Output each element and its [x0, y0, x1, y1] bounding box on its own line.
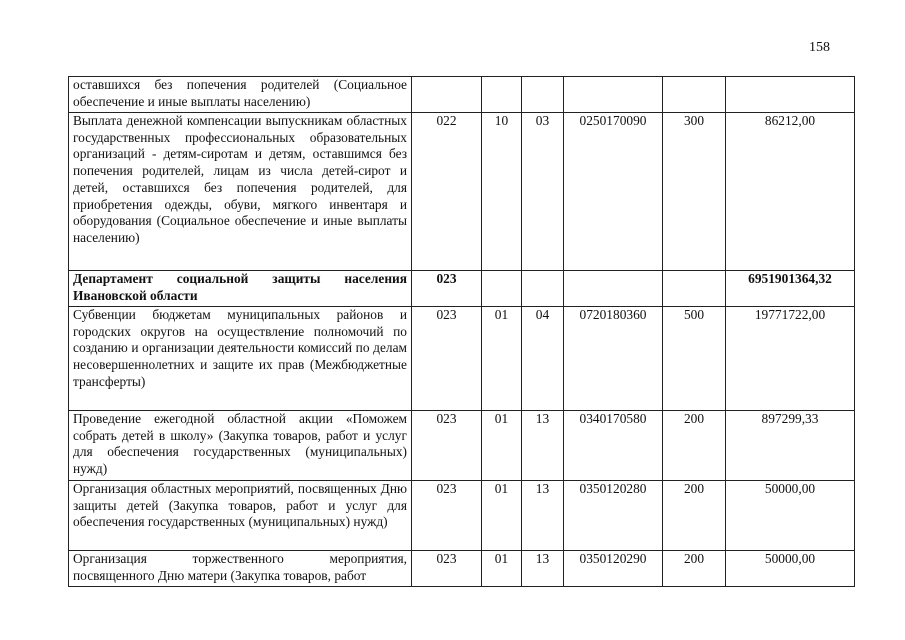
row-amount: 50000,00 [726, 551, 855, 587]
page-number: 158 [809, 40, 830, 55]
row-expense-type: 300 [663, 113, 726, 271]
row-amount: 19771722,00 [726, 307, 855, 411]
row-target-article: 0250170090 [564, 113, 663, 271]
row-section [482, 271, 522, 307]
row-section: 01 [482, 551, 522, 587]
table-row [69, 307, 855, 411]
row-section [482, 77, 522, 113]
row-amount: 86212,00 [726, 113, 855, 271]
row-section: 01 [482, 411, 522, 481]
row-section: 01 [482, 481, 522, 551]
row-ministry-code: 023 [412, 411, 482, 481]
table-row [69, 481, 855, 551]
row-amount: 6951901364,32 [726, 271, 855, 307]
row-subsection: 04 [522, 307, 564, 411]
row-target-article [564, 77, 663, 113]
row-expense-type: 200 [663, 411, 726, 481]
row-target-article [564, 271, 663, 307]
table-row [69, 551, 855, 587]
row-target-article: 0720180360 [564, 307, 663, 411]
row-description: Выплата денежной компенсации выпускникам областных государственных профессиональных образовательных организаций - детям-сиротам и детям, оставшимся без попечения родителей, лицам из числа детей-сирот и детей, оставшихся без попечения родителей, для приобретения одежды, обуви, мягкого инвентаря и оборудования (Социальное обеспечение и иные выплаты населению) [69, 113, 412, 271]
row-amount: 897299,33 [726, 411, 855, 481]
row-section: 10 [482, 113, 522, 271]
row-description: Субвенции бюджетам муниципальных районов и городских округов на осуществление полномочий по созданию и организации деятельности комиссий по делам несовершеннолетних и защите их прав (Межбюджетные трансферты) [69, 307, 412, 411]
table-row [69, 411, 855, 481]
row-expense-type: 200 [663, 481, 726, 551]
budget-table [68, 76, 855, 587]
row-expense-type: 500 [663, 307, 726, 411]
table-row [69, 113, 855, 271]
row-ministry-code: 023 [412, 481, 482, 551]
row-section: 01 [482, 307, 522, 411]
row-subsection [522, 271, 564, 307]
row-subsection: 03 [522, 113, 564, 271]
row-target-article: 0350120290 [564, 551, 663, 587]
row-ministry-code: 023 [412, 551, 482, 587]
row-ministry-code: 022 [412, 113, 482, 271]
table-row [69, 77, 855, 113]
row-subsection: 13 [522, 411, 564, 481]
table-row [69, 271, 855, 307]
row-subsection: 13 [522, 551, 564, 587]
row-amount [726, 77, 855, 113]
row-amount: 50000,00 [726, 481, 855, 551]
row-target-article: 0340170580 [564, 411, 663, 481]
row-target-article: 0350120280 [564, 481, 663, 551]
row-expense-type [663, 77, 726, 113]
row-ministry-code: 023 [412, 307, 482, 411]
row-description: Департамент социальной защиты населения Ивановской области [69, 271, 412, 307]
row-description: Организация торжественного мероприятия, посвященного Дню матери (Закупка товаров, работ [69, 551, 412, 587]
row-subsection [522, 77, 564, 113]
row-expense-type [663, 271, 726, 307]
row-subsection: 13 [522, 481, 564, 551]
row-description: Проведение ежегодной областной акции «Поможем собрать детей в школу» (Закупка товаров, работ и услуг для обеспечения государственных (муниципальных) нужд) [69, 411, 412, 481]
row-description: Организация областных мероприятий, посвященных Дню защиты детей (Закупка товаров, работ и услуг для обеспечения государственных (муниципальных) нужд) [69, 481, 412, 551]
row-description: оставшихся без попечения родителей (Социальное обеспечение и иные выплаты населению) [69, 77, 412, 113]
row-ministry-code [412, 77, 482, 113]
row-ministry-code: 023 [412, 271, 482, 307]
row-expense-type: 200 [663, 551, 726, 587]
